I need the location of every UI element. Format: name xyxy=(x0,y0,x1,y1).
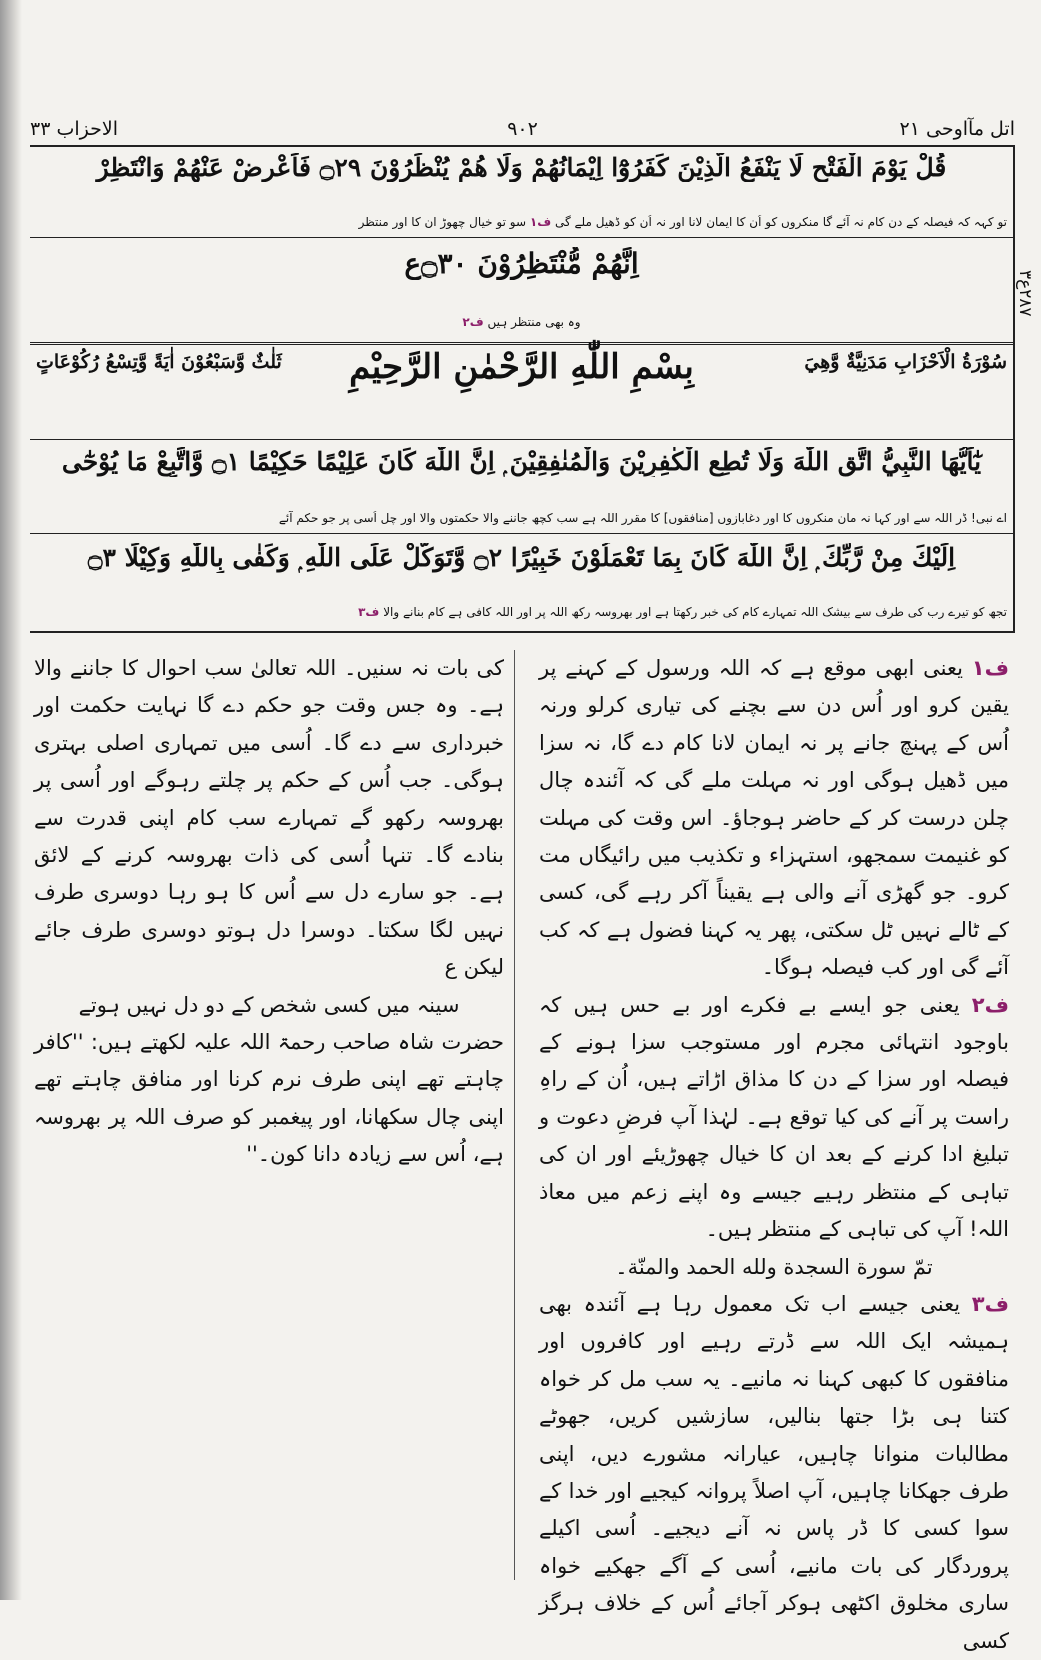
commentary-continued: کی بات نہ سنیں۔ اللہ تعالیٰ سب احوال کا جاننے والا ہے۔ وہ جس وقت جو حکم دے گا نہایت حکمت اور خبرداری سے دے گا۔ اُسی میں تمہاری اصلی بہتری ہوگی۔ جب اُس کے حکم پر چلتے رہوگے اور اُسی پر بھروسہ رکھو گے تمہارے سب کام اپنی قدرت سے بنادے گا۔ تنہا اُسی کی ذات بھروسہ کرنے کے لائق ہے۔ جو سارے دل سے اُس کا ہو رہا دوسری طرف نہیں لگا سکتا۔ دوسرا دل ہوتو دوسری طرف جائے لیکن ع xyxy=(34,656,504,980)
verse-1-arabic: يٰٓاَيُّهَا النَّبِيُّ اتَّقِ اللّٰهَ وَلَا تُطِعِ الْكٰفِرِيْنَ وَالْمُنٰفِقِيْنَ ۭ اِنَّ اللّٰهَ كَانَ عَلِيْمًا حَكِيْمًا ۝۱ وَّاتَّبِعْ مَا يُوْحٰٓى xyxy=(61,447,982,476)
mushaf-page xyxy=(30,0,1035,1653)
ruku-marker: ۲۸۷ع۳ xyxy=(1015,270,1035,317)
verse-29-arabic: قُلْ يَوْمَ الْفَتْحِ لَا يَنْفَعُ الَّذِيْنَ كَفَرُوْٓا اِيْمَانُهُمْ وَلَا هُمْ يُنْظَرُوْنَ ۝۲۹ فَاَعْرِضْ عَنْهُمْ وَانْتَظِرْ xyxy=(96,153,947,182)
verse-29-translation: تو کہہ کہ فیصلہ کے دن کام نہ آئے گا منکروں کو اُن کا ایمان لانا اور نہ اُن کو ڈھیل ملے گی ف۱ سو تو خیال چھوڑ ان کا اور منتظر xyxy=(358,215,1007,229)
header-para-name: اتل مآاوحی ۲۱ xyxy=(899,118,1015,140)
commentary-left-column xyxy=(34,650,504,1174)
surah-heading xyxy=(30,347,1013,407)
column-divider xyxy=(514,650,515,1580)
footnote-3: ف۳ یعنی جیسے اب تک معمول رہا ہے آئندہ بھی ہمیشہ ایک اللہ سے ڈرتے رہیے اور کافروں اور منافقوں کا کبھی کہنا نہ مانیے۔ یہ سب مل کر خواہ کتنا ہی بڑا جتھا بنالیں، سازشیں کریں، جھوٹے مطالبات منوانا چاہیں، عیارانہ مشورے دیں، اپنی طرف جھکانا چاہیں، آپ اصلاً پروانہ کیجیے اور خدا کے سوا کسی کا ڈر پاس نہ آنے دیجیے۔ اُسی اکیلے پروردگار کی بات مانیے، اُسی کے آگے جھکیے خواہ ساری مخلوق اکٹھی ہوکر آجائے اُس کے خلاف ہرگز کسی xyxy=(539,1291,1009,1653)
footnote-1: ف۱ یعنی ابھی موقع ہے کہ اللہ ورسول کے کہنے پر یقین کرو اور اُس دن سے بچنے کی تیاری کرلو ورنہ اُس کے پہنچ جانے پر نہ ایمان لانا کام دے گا، نہ سزا میں ڈھیل ہوگی اور نہ مہلت ملے گی کہ آئندہ چال چلن درست کر کے حاضر ہوجاؤ۔ اس وقت کی مہلت کو غنیمت سمجھو، استہزاء و تکذیب میں رائیگاں مت کرو۔ جو گھڑی آنے والی ہے یقیناً آکر رہے گی، کسی کے ٹالے نہیں ٹل سکتی، پھر یہ کہنا فضول ہے کہ کب آئے گی اور کب فیصلہ ہوگا۔ xyxy=(539,656,1009,980)
footnote-marker-2: ف۲ xyxy=(462,315,484,329)
shah-sahib-quote: حضرت شاہ صاحب رحمۃ اللہ علیہ لکھتے ہیں: ''کافر چاہتے تھے اپنی طرف نرم کرنا اور منافق چاہتے تھے اپنی چال سکھانا، اور پیغمبر کو صرف اللہ پر بھروسہ ہے، اُس سے زیادہ دانا کون۔'' xyxy=(34,1030,504,1167)
page-edge-shadow xyxy=(0,0,22,1600)
header-surah-name: الاحزاب ۳۳ xyxy=(30,118,118,140)
verse-1-translation: اے نبی! ڈر اللہ سے اور کہا نہ مان منکروں کا اور دغابازوں [منافقوں] کا مقرر اللہ ہے سب کچھ جاننے والا حکمتوں والا اور چل اُسی پر جو حکم آئے xyxy=(278,511,1007,525)
verses-frame xyxy=(30,145,1015,633)
footnote-2: ف۲ یعنی جو ایسے بے فکرے اور بے حس ہیں کہ باوجود انتہائی مجرم اور مستوجب سزا ہونے کے فیصلہ اور سزا کے دن کا مذاق اڑاتے ہیں، اُن کے راہِ راست پر آنے کی کیا توقع ہے۔ لہٰذا آپ فرضِ دعوت و تبلیغ ادا کرنے کے بعد ان کا خیال چھوڑیئے اور ان کی تباہی کے منتظر رہیے جیسے وہ اپنے زعم میں معاذ اللہ! آپ کی تباہی کے منتظر ہیں۔ xyxy=(539,992,1009,1242)
surah-closing: تمّ سورة السجدة ولله الحمد والمنّة۔ xyxy=(615,1254,933,1279)
commentary-right-column xyxy=(539,650,1009,1660)
surah-label: سُوْرَةُ الْاَحْزَابِ مَدَنِيَّةٌ وَّهِيَ xyxy=(804,351,1007,373)
page-number: ۹۰۲ xyxy=(507,118,538,140)
surah-verse-count: ثَلٰثٌ وَّسَبْعُوْنَ اٰيَةً وَّتِسْعُ رُكُوْعَاتٍ xyxy=(36,351,282,373)
verse-2-3-translation: تجھ کو تیرے رب کی طرف سے بیشک اللہ تمہارے کام کی خبر رکھتا ہے اور بھروسہ رکھ اللہ پر اور اللہ کافی ہے کام بنانے والا ف۳ xyxy=(358,605,1007,619)
verse-2-3-arabic: اِلَيْكَ مِنْ رَّبِّكَ ۭ اِنَّ اللّٰهَ كَانَ بِمَا تَعْمَلُوْنَ خَبِيْرًا ۝۲ وَّتَوَكَّلْ عَلَى اللّٰهِ ۭ وَكَفٰى بِاللّٰهِ وَكِيْلًا ۝۳ xyxy=(87,543,956,572)
poetry-quote: سینہ میں کسی شخص کے دو دل نہیں ہوتے xyxy=(78,992,460,1017)
bismillah: بِسْمِ اللّٰهِ الرَّحْمٰنِ الرَّحِيْمِ xyxy=(349,347,694,387)
footnote-marker-1: ف۱ xyxy=(529,215,552,229)
footnote-marker-3: ف۳ xyxy=(358,605,380,619)
verse-30-arabic: اِنَّهُمْ مُّنْتَظِرُوْنَ ۝۳۰ع xyxy=(404,247,639,280)
verse-30-translation: وہ بھی منتظر ہیں ف۲ xyxy=(462,315,581,329)
page-header xyxy=(30,118,1015,144)
